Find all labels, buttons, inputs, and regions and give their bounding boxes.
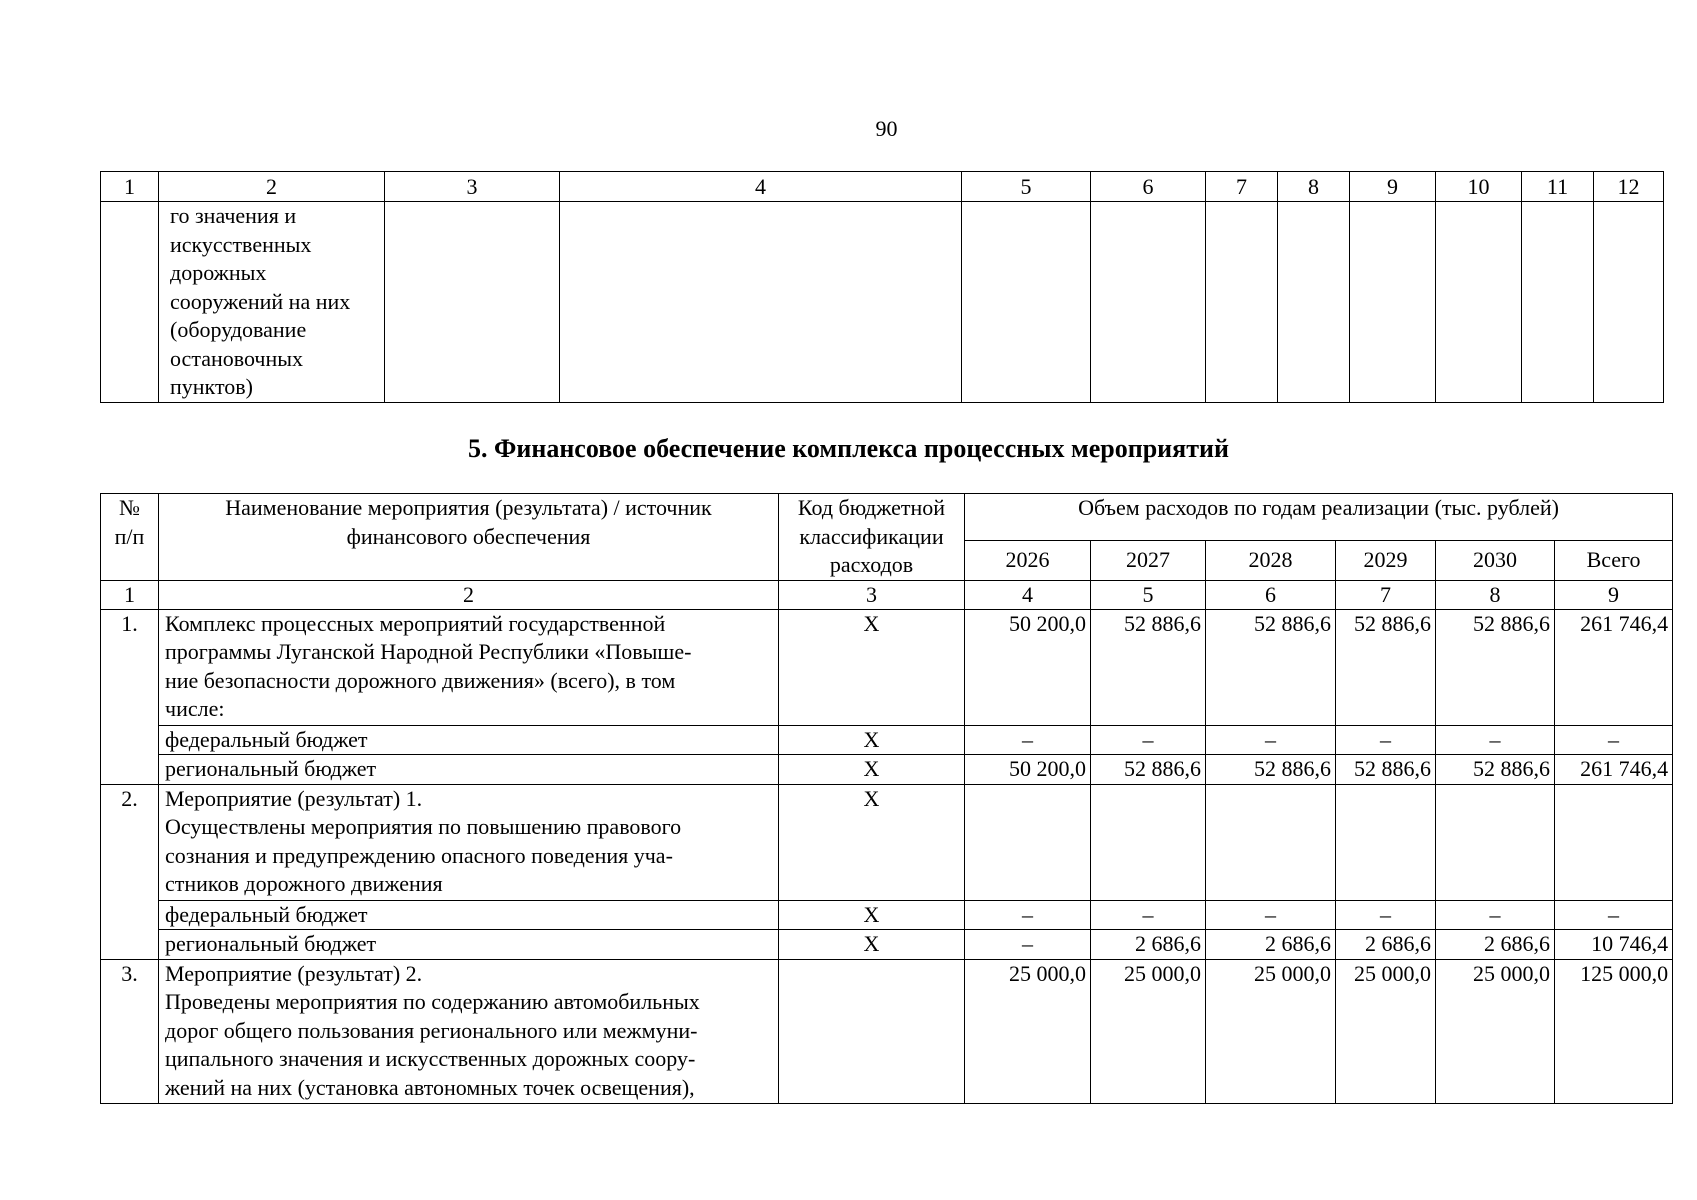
- table-row: [101, 725, 1673, 755]
- total-cell: 10 746,4: [1555, 930, 1673, 960]
- col-number: 2: [159, 172, 385, 202]
- col-number: 10: [1436, 172, 1522, 202]
- col-number: 9: [1555, 580, 1673, 609]
- value-cell: 2 686,6: [1206, 930, 1336, 960]
- total-cell: 125 000,0: [1555, 959, 1673, 1103]
- row-number: 1.: [101, 609, 159, 784]
- value-cell: –: [965, 725, 1091, 755]
- value-cell: –: [1091, 900, 1206, 930]
- col-number: 6: [1091, 172, 1206, 202]
- value-cell: –: [965, 900, 1091, 930]
- value-cell: 2 686,6: [1436, 930, 1555, 960]
- finance-header-row: [101, 494, 1673, 541]
- budget-code: X: [779, 930, 965, 960]
- value-cell: –: [1206, 725, 1336, 755]
- source-name: федеральный бюджет: [159, 725, 779, 755]
- budget-code: X: [779, 900, 965, 930]
- value-cell: [1336, 784, 1436, 900]
- header-total: Всего: [1555, 541, 1673, 580]
- row-number: 2.: [101, 784, 159, 959]
- budget-code: X: [779, 755, 965, 785]
- value-cell: 50 200,0: [965, 755, 1091, 785]
- total-cell: 261 746,4: [1555, 609, 1673, 725]
- value-cell: 25 000,0: [1091, 959, 1206, 1103]
- table-row: [101, 202, 1664, 403]
- budget-code: X: [779, 725, 965, 755]
- header-year: 2027: [1091, 541, 1206, 580]
- table-row: [101, 900, 1673, 930]
- column-number-row: [101, 580, 1673, 609]
- value-cell: [1436, 784, 1555, 900]
- col-number: 5: [962, 172, 1091, 202]
- value-cell: 52 886,6: [1091, 609, 1206, 725]
- value-cell: 52 886,6: [1336, 609, 1436, 725]
- total-cell: 261 746,4: [1555, 755, 1673, 785]
- col-number: 4: [965, 580, 1091, 609]
- header-volume: Объем расходов по годам реализации (тыс. рублей): [965, 494, 1673, 541]
- header-num: № п/п: [101, 494, 159, 581]
- value-cell: 52 886,6: [1436, 609, 1555, 725]
- col-number: 12: [1594, 172, 1664, 202]
- table-row: [101, 959, 1673, 1103]
- header-year: 2029: [1336, 541, 1436, 580]
- value-cell: [1206, 784, 1336, 900]
- table-row: [101, 930, 1673, 960]
- col-number: 3: [779, 580, 965, 609]
- table-row: [101, 755, 1673, 785]
- table-row: [101, 784, 1673, 900]
- total-cell: –: [1555, 900, 1673, 930]
- measure-title: Мероприятие (результат) 1. Осуществлены мероприятия по повышению правового сознания и предупреждению опасного поведения уча- стников дорожного движения: [159, 784, 779, 900]
- value-cell: –: [1336, 900, 1436, 930]
- col-number: 11: [1522, 172, 1594, 202]
- value-cell: –: [1436, 725, 1555, 755]
- value-cell: 2 686,6: [1336, 930, 1436, 960]
- col-number: 6: [1206, 580, 1336, 609]
- value-cell: [1091, 784, 1206, 900]
- continuation-table: [100, 171, 1664, 403]
- value-cell: 52 886,6: [1336, 755, 1436, 785]
- header-year: 2028: [1206, 541, 1336, 580]
- col-number: 1: [101, 172, 159, 202]
- value-cell: –: [965, 930, 1091, 960]
- source-name: региональный бюджет: [159, 930, 779, 960]
- continuation-text: го значения и искусственных дорожных сооружений на них (оборудование остановочных пунктов): [159, 202, 385, 403]
- measure-title: Мероприятие (результат) 2. Проведены мероприятия по содержанию автомобильных дорог общего пользования регионального или межмуни- ципального значения и искусственных дорожных соору- жений на них (установка автономных точек освещения),: [159, 959, 779, 1103]
- value-cell: 25 000,0: [1436, 959, 1555, 1103]
- col-number: 5: [1091, 580, 1206, 609]
- value-cell: –: [1436, 900, 1555, 930]
- value-cell: –: [1091, 725, 1206, 755]
- value-cell: 52 886,6: [1206, 755, 1336, 785]
- col-number: 8: [1278, 172, 1350, 202]
- col-number: 4: [560, 172, 962, 202]
- value-cell: 50 200,0: [965, 609, 1091, 725]
- value-cell: [965, 784, 1091, 900]
- source-name: федеральный бюджет: [159, 900, 779, 930]
- header-name: Наименование мероприятия (результата) / источник финансового обеспечения: [159, 494, 779, 581]
- total-cell: –: [1555, 725, 1673, 755]
- section-title: 5. Финансовое обеспечение комплекса процессных мероприятий: [468, 434, 1229, 463]
- col-number: 1: [101, 580, 159, 609]
- budget-code: X: [779, 609, 965, 725]
- value-cell: 25 000,0: [1206, 959, 1336, 1103]
- measure-title: Комплекс процессных мероприятий государственной программы Луганской Народной Республики «Повыше- ние безопасности дорожного движения» (всего), в том числе:: [159, 609, 779, 725]
- col-number: 7: [1206, 172, 1278, 202]
- row-number: 3.: [101, 959, 159, 1103]
- budget-code: [779, 959, 965, 1103]
- total-cell: [1555, 784, 1673, 900]
- value-cell: 2 686,6: [1091, 930, 1206, 960]
- value-cell: 52 886,6: [1206, 609, 1336, 725]
- budget-code: X: [779, 784, 965, 900]
- value-cell: 25 000,0: [1336, 959, 1436, 1103]
- header-year: 2030: [1436, 541, 1555, 580]
- value-cell: 52 886,6: [1091, 755, 1206, 785]
- col-number: 7: [1336, 580, 1436, 609]
- col-number: 8: [1436, 580, 1555, 609]
- page-number: 90: [875, 116, 898, 141]
- value-cell: –: [1206, 900, 1336, 930]
- col-number: 9: [1350, 172, 1436, 202]
- value-cell: –: [1336, 725, 1436, 755]
- col-number: 3: [385, 172, 560, 202]
- table-row: [101, 609, 1673, 725]
- col-number: 2: [159, 580, 779, 609]
- source-name: региональный бюджет: [159, 755, 779, 785]
- header-code: Код бюджетной классификации расходов: [779, 494, 965, 581]
- header-year: 2026: [965, 541, 1091, 580]
- continuation-header-row: [101, 172, 1664, 202]
- finance-table: [100, 493, 1673, 1104]
- value-cell: 52 886,6: [1436, 755, 1555, 785]
- value-cell: 25 000,0: [965, 959, 1091, 1103]
